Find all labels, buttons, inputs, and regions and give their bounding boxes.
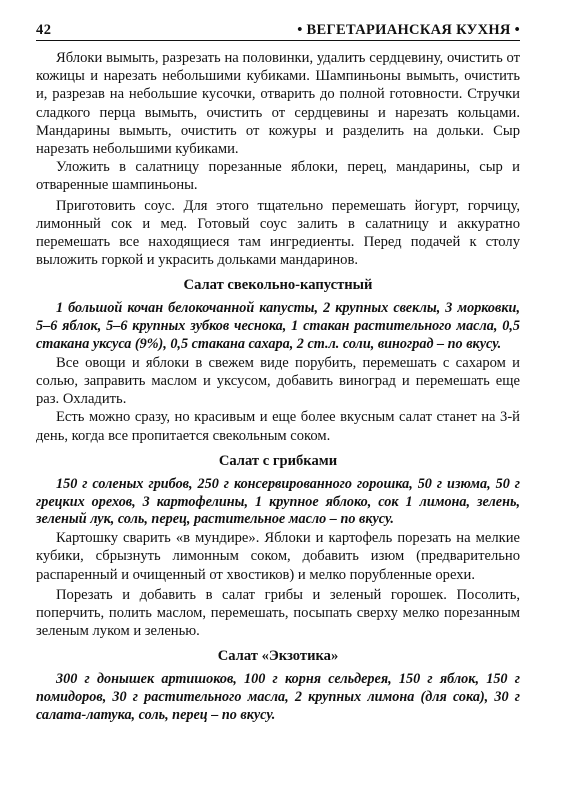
recipe-title-mushrooms: Салат с грибками xyxy=(218,452,338,469)
intro-paragraph-3: Приготовить соус. Для этого тщательно перемешать йогурт, горчицу, лимонный сок и мед. Готовый соус залить в салатницу и аккуратно перемешать все находящиеся там ингредиенты. Перед подачей к столу выложить горкой и украсить дольками мандаринов. xyxy=(36,197,520,269)
intro-paragraph-1: Яблоки вымыть, разрезать на половинки, удалить сердцевину, очистить от кожицы и нарезать небольшими кубиками. Шампиньоны вымыть, очистить и, разрезав на небольшие кусочки, отварить до полной готовности. Стручки сладкого перца вымыть, очистить от сердцевины и нарезать кольцами. Мандарины вымыть, очистить от кожуры и разделить на дольки. Сыр нарезать небольшими кубиками. xyxy=(36,50,520,158)
recipe-step-beet-cabbage-2: Есть можно сразу, но красивым и еще более вкусным салат станет на 3-й день, когда все пропитается свекольным соком. xyxy=(36,409,520,444)
chapter-title: • ВЕГЕТАРИАНСКАЯ КУХНЯ • xyxy=(297,22,520,38)
recipe-step-mushrooms-1: Картошку сварить «в мундире». Яблоки и картофель порезать на мелкие кубики, сбрызнуть лимонным соком, добавить изюм (предварительно распаренный и очищенный от хвостиков) и мелко порубленные орехи. xyxy=(36,530,520,583)
recipe-step-mushrooms-2: Порезать и добавить в салат грибы и зеленый горошек. Посолить, поперчить, полить маслом, перемешать, посыпать сверху мелко порезанным зеленым луком и зеленью. xyxy=(36,586,520,640)
recipe-ingredients-exotica: 300 г донышек артишоков, 100 г корня сельдерея, 150 г яблок, 150 г помидоров, 30 г растительного масла, 2 крупных лимона (для сока), 30 г салата-латука, соль, перец – по вкусу. xyxy=(36,671,520,724)
recipe-title-exotica: Салат «Экзотика» xyxy=(217,648,339,665)
recipe-ingredients-mushrooms: 150 г соленых грибов, 250 г консервированного горошка, 50 г изюма, 50 г грецких орехов, 3 картофелины, 1 крупное яблоко, сок 1 лимона, зелень, зеленый лук, соль, перец, растительное масло – по вкусу. xyxy=(36,475,520,528)
recipe-ingredients-beet-cabbage: 1 большой кочан белокочанной капусты, 2 крупных свеклы, 3 морковки, 5–6 яблок, 5–6 крупных зубков чеснока, 1 стакан растительного масла, 0,5 стакана уксуса (9%), 0,5 стакана сахара, 2 ст.л. соли, виноград – по вкусу. xyxy=(36,300,520,353)
recipe-title-beet-cabbage: Салат свекольно-капустный xyxy=(183,277,373,294)
page-number: 42 xyxy=(36,22,52,38)
running-header xyxy=(36,22,520,41)
recipe-step-beet-cabbage-1: Все овощи и яблоки в свежем виде порубить, перемешать с сахаром и солью, заправить маслом и уксусом, добавить виноград и перемешать еще раз. Охладить. xyxy=(36,354,520,408)
intro-paragraph-2: Уложить в салатницу порезанные яблоки, перец, мандарины, сыр и отваренные шампиньоны. xyxy=(36,159,520,194)
book-page xyxy=(36,22,520,725)
